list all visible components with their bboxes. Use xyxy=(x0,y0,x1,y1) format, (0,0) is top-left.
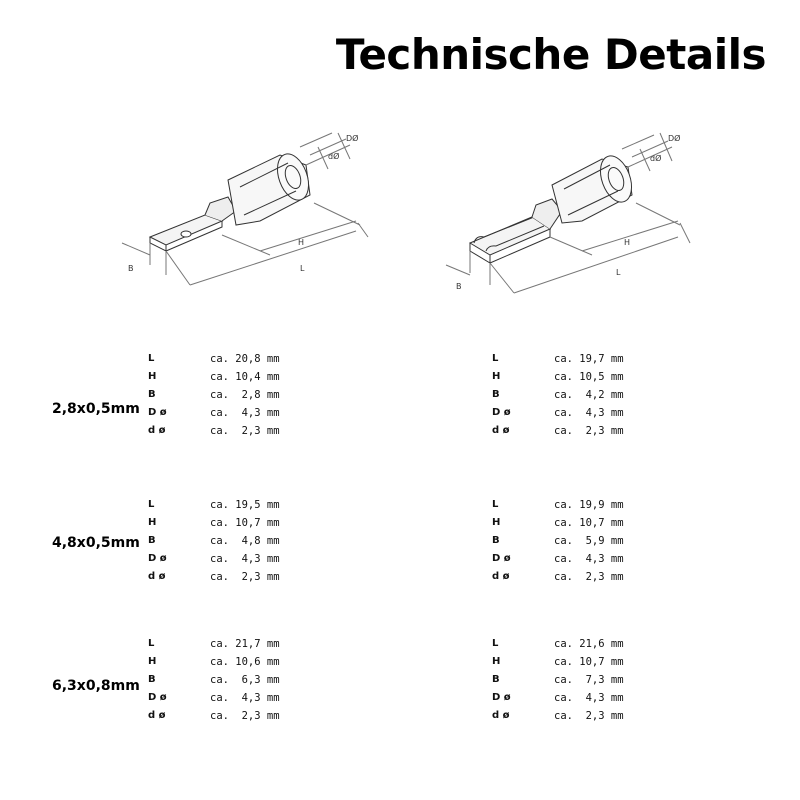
spec-key: H xyxy=(492,371,501,382)
spec-key: B xyxy=(148,535,156,546)
diagram-label-h: H xyxy=(298,238,305,247)
female-connector-diagram xyxy=(440,125,720,305)
diagram-label-l: L xyxy=(300,264,305,273)
spec-value: ca. 4,3 mm xyxy=(554,692,624,704)
spec-key: L xyxy=(148,353,155,364)
spec-key: D ø xyxy=(148,553,167,564)
diagram-label-h: H xyxy=(624,238,631,247)
spec-value: ca. 4,2 mm xyxy=(554,389,624,401)
spec-key: D ø xyxy=(148,407,167,418)
spec-value: ca. 21,6 mm xyxy=(554,638,624,650)
spec-value: ca. 10,7 mm xyxy=(554,517,624,529)
spec-value: ca. 6,3 mm xyxy=(210,674,280,686)
spec-key: L xyxy=(148,638,155,649)
spec-value: ca. 10,5 mm xyxy=(554,371,624,383)
diagram-label-d-outer: DØ xyxy=(668,134,681,143)
spec-key: d ø xyxy=(492,710,510,721)
spec-value: ca. 7,3 mm xyxy=(554,674,624,686)
spec-value: ca. 2,3 mm xyxy=(210,710,280,722)
spec-key: D ø xyxy=(492,692,511,703)
spec-value: ca. 19,5 mm xyxy=(210,499,280,511)
spec-key: L xyxy=(492,499,499,510)
spec-key: B xyxy=(148,389,156,400)
spec-value: ca. 5,9 mm xyxy=(554,535,624,547)
spec-key: H xyxy=(148,517,157,528)
spec-key: L xyxy=(492,353,499,364)
spec-value: ca. 4,3 mm xyxy=(554,407,624,419)
diagram-label-d-inner: dØ xyxy=(650,154,662,163)
spec-value: ca. 2,3 mm xyxy=(210,571,280,583)
spec-key: d ø xyxy=(492,425,510,436)
spec-key: L xyxy=(148,499,155,510)
diagram-label-d-outer: DØ xyxy=(346,134,359,143)
spec-key: D ø xyxy=(492,553,511,564)
diagram-label-b: B xyxy=(456,282,462,291)
page-title: Technische Details xyxy=(335,30,766,79)
spec-value: ca. 20,8 mm xyxy=(210,353,280,365)
spec-value: ca. 19,9 mm xyxy=(554,499,624,511)
spec-key: D ø xyxy=(492,407,511,418)
spec-value: ca. 2,3 mm xyxy=(210,425,280,437)
spec-value: ca. 4,8 mm xyxy=(210,535,280,547)
male-connector-diagram xyxy=(110,125,390,305)
spec-value: ca. 10,7 mm xyxy=(554,656,624,668)
spec-key: H xyxy=(492,517,501,528)
diagram-label-l: L xyxy=(616,268,621,277)
spec-value: ca. 21,7 mm xyxy=(210,638,280,650)
spec-key: H xyxy=(148,371,157,382)
spec-value: ca. 4,3 mm xyxy=(210,553,280,565)
spec-key: d ø xyxy=(148,425,166,436)
spec-value: ca. 4,3 mm xyxy=(210,692,280,704)
spec-value: ca. 10,6 mm xyxy=(210,656,280,668)
spec-key: H xyxy=(492,656,501,667)
spec-key: L xyxy=(492,638,499,649)
spec-key: d ø xyxy=(148,571,166,582)
spec-key: B xyxy=(492,389,500,400)
spec-value: ca. 10,4 mm xyxy=(210,371,280,383)
spec-key: B xyxy=(492,535,500,546)
spec-key: B xyxy=(148,674,156,685)
spec-value: ca. 10,7 mm xyxy=(210,517,280,529)
spec-key: d ø xyxy=(148,710,166,721)
spec-key: H xyxy=(148,656,157,667)
spec-value: ca. 4,3 mm xyxy=(554,553,624,565)
spec-key: B xyxy=(492,674,500,685)
spec-value: ca. 4,3 mm xyxy=(210,407,280,419)
size-label-6-3: 6,3x0,8mm xyxy=(52,678,140,694)
spec-value: ca. 2,3 mm xyxy=(554,710,624,722)
spec-value: ca. 2,3 mm xyxy=(554,425,624,437)
spec-value: ca. 19,7 mm xyxy=(554,353,624,365)
diagram-label-d-inner: dØ xyxy=(328,152,340,161)
spec-value: ca. 2,8 mm xyxy=(210,389,280,401)
size-label-2-8: 2,8x0,5mm xyxy=(52,401,140,417)
diagram-label-b: B xyxy=(128,264,134,273)
size-label-4-8: 4,8x0,5mm xyxy=(52,535,140,551)
spec-value: ca. 2,3 mm xyxy=(554,571,624,583)
spec-key: D ø xyxy=(148,692,167,703)
spec-key: d ø xyxy=(492,571,510,582)
